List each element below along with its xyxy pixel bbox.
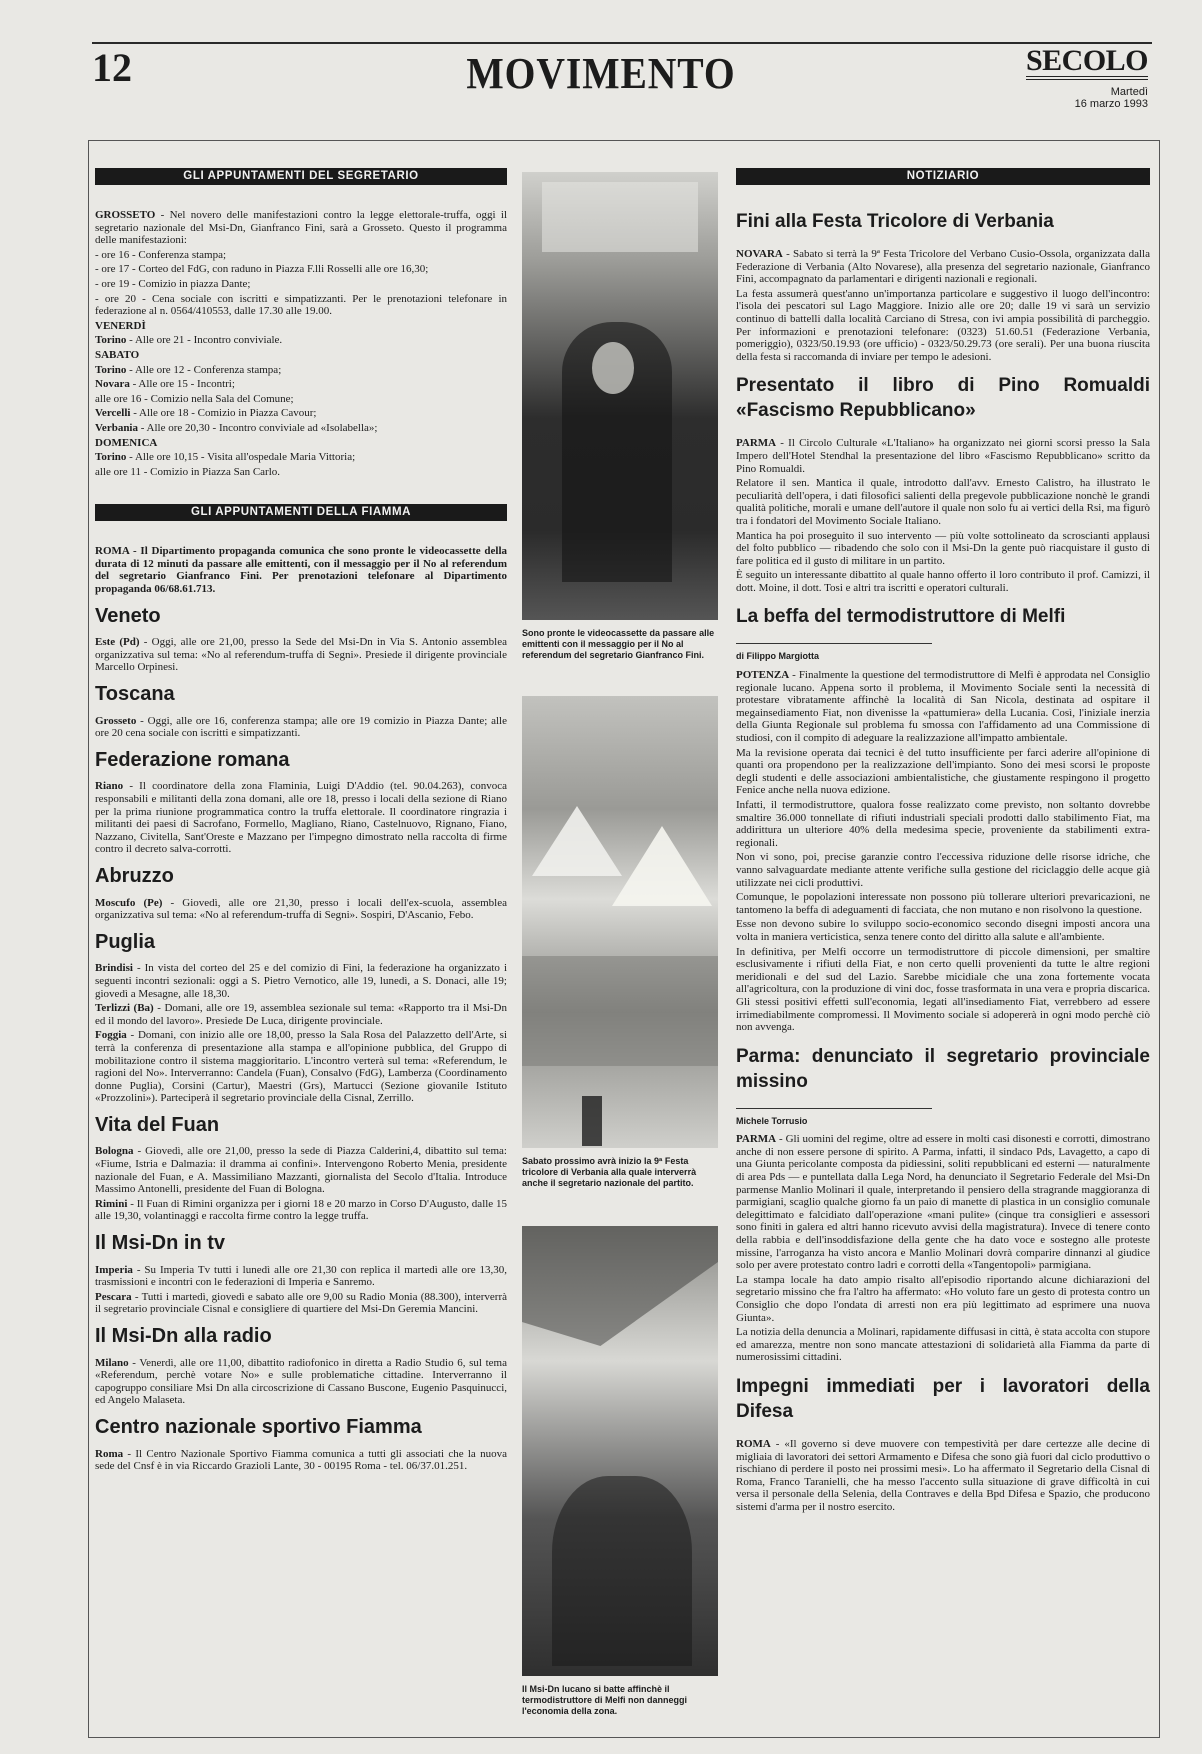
paragraph-text: - Alle ore 12 - Conferenza stampa; (126, 363, 282, 376)
paragraph (95, 1448, 507, 1473)
paragraph (95, 715, 507, 740)
paragraph-text: - Venerdì, alle ore 11,00, dibattito radiofonico in diretta a Radio Studio 6, sul tema «Referendum, perchè votare No» e sulle problematiche cittadine. Interverranno il capogruppo consiliare Msi Dn alla circoscrizione di Cassano Buscone, Eugenio Pasquinucci, ed Angelo Malaseta. (95, 1356, 507, 1407)
photo-festa (522, 696, 718, 1148)
header-rule (92, 42, 1152, 44)
paragraph (95, 278, 507, 291)
fiamma-banner: GLI APPUNTAMENTI DELLA FIAMMA (95, 504, 507, 521)
photo-caption-2: Sabato prossimo avrà inizio la 9ª Festa tricolore di Verbania alla quale interverrà anche il segretario nazionale del partito. (522, 1156, 697, 1188)
region-heading: Abruzzo (95, 864, 174, 887)
paragraph-lead: Foggia (95, 1029, 127, 1042)
paragraph-text: alle ore 11 - Comizio in Piazza San Carlo. (95, 465, 281, 478)
secretary-banner: GLI APPUNTAMENTI DEL SEGRETARIO (95, 168, 507, 185)
paragraph (736, 477, 1150, 527)
paragraph-text: Mantica ha poi proseguito il suo intervento — più volte sottolineato da scroscianti applausi del folto pubblico — ribadendo che solo con il Msi-Dn la gente può riacquistare il gusto di fare politica ed il gusto di militare in un partito. (736, 529, 1150, 567)
paragraph (736, 799, 1150, 849)
paragraph-text: alle ore 16 - Comizio nella Sala del Comune; (95, 392, 294, 405)
paragraph-text: Infatti, il termodistruttore, qualora fosse realizzato come previsto, non soltanto dovrebbe smaltire 36.000 tonnellate di rifiuti industriali speciali prodotti dallo stabilimento Fiat, ma addirittura un ulteriore 40% della medesima specie, proveniente da stabilimenti extra-regionali. (736, 799, 1150, 849)
date-full: 16 marzo 1993 (1074, 98, 1148, 110)
paragraph (95, 1198, 507, 1223)
paragraph-text: - Il Centro Nazionale Sportivo Fiamma comunica a tutti gli associati che la nuova sede del Cnsf è in via Riccardo Grazioli Lante, 30 - 00195 Roma - tel. 06/37.01.251. (95, 1447, 507, 1473)
paragraph (95, 249, 507, 262)
masthead-logo: SECOLO (1026, 46, 1148, 80)
paragraph-text: - Gli uomini del regime, oltre ad essere in molti casi disonesti e corrotti, dimostrano anche di non essere persone di spirito. A Parma, infatti, il sindaco Pds, Lavagetto, a capo di una Giunta pericolante composta da pidiessini, soliti repubblicani ed esterni — naturalmente di area Pds — e puntellata dalla Lega Nord, ha denunciato il Segretario Federale del Msi-Dn parmense Manlio Molinari il quale, interpretando il pensiero della stragrande maggioranza di parmigiani, scaglio qualche giorno fa un paio di manette di plastica in un consiglio comunale delegittimato e falcidiato dall'operazione «mani pulite» (cinque tra consiglieri e assessori sono finiti in galera ed altri hanno ricevuto avvisi della magistratura). Invece di tenere conto della rabbia e dell'insoddisfazione della gente che ha dato voce e sostegno alle proteste missine, l'arroganza ha visto ancora e Manlio Molinari dovrà comparire dinnanzi al giudice solo per avere protestato contro ladri e corrotti della «Tangentopoli» parmigiana. (736, 1133, 1150, 1272)
paragraph-text: - Domani, con inizio alle ore 18,00, presso la Sala Rosa del Palazzetto dell'Arte, si terrà la conferenza di presentazione alla stampa e all'opinione pubblica, del Gruppo di mobilitazione contro il sistema maggioritario. L'incontro verterà sul tema: «Referendum, le ragioni del No». Interverranno: Candela (Fuan), Consalvo (FdG), Lamberza (Coordinamento donne Puglia), Corsini (Cartur), Maestri (Grs), Martucci (Sezione giovanile Istituto «Prozzolini»). Parteciperà il segretario provinciale della Cisnal, Zerrillo. (95, 1029, 507, 1105)
left-column (95, 168, 507, 1475)
paragraph (95, 1002, 507, 1027)
paragraph-lead: DOMENICA (95, 436, 158, 449)
paragraph (736, 437, 1150, 475)
paragraph (736, 669, 1150, 745)
fiamma-intro: ROMA - Il Dipartimento propaganda comunica che sono pronte le videocassette della durata di 12 minuti da passare alle emittenti, con il messaggio per il No al referendum del segretario Gianfranco Fini. Per prenotazioni telefonare al Dipartimento propaganda 06/68.61.713. (95, 545, 507, 596)
paragraph-text: Comunque, le popolazioni interessate non possono più tollerare ulteriori prevaricazioni, ne tantomeno la beffa di adeguamenti di facciata, che non mutano e non risolvono la questione. (736, 891, 1150, 916)
paragraph (736, 530, 1150, 568)
paragraph (95, 209, 507, 247)
paragraph-lead: Novara (95, 378, 130, 391)
paragraph (95, 378, 507, 391)
paragraph-text: - Alle ore 20,30 - Incontro conviviale ad «Isolabella»; (138, 421, 378, 434)
paragraph (736, 747, 1150, 797)
paragraph-text: - Tutti i martedì, giovedì e sabato alle ore 9,00 su Radio Monia (88.300), interverrà il segretario provinciale Cisnal e consigliere di quartiere del Msi-Dn Geremia Mancini. (95, 1290, 507, 1316)
paragraph-text: In definitiva, per Melfi occorre un termodistruttore di piccole dimensioni, per smaltire esclusivamente i rifiuti della Fiat, e non certo quelli provenienti da tutte le altre regioni meridionali e del sud del Lazio. Sarebbe micidiale che una zona fortemente vocata all'agricoltura, con la produzione di vini doc, fosse trasformata in una vera e propria discarica. Gli stessi positivi effetti sull'economia, legati all'insediamento Fiat, verrebbero ad essere irrimediabilmente compromessi. Il Movimento sociale si adopererà in ogni modo perchè ciò non avvenga. (736, 945, 1151, 1034)
section-title: MOVIMENTO (466, 49, 736, 98)
paragraph (736, 288, 1150, 364)
paragraph-lead: Roma (95, 1447, 124, 1460)
paragraph-lead: Moscufo (Pe) (95, 896, 163, 909)
paragraph-lead: Pescara (95, 1290, 132, 1303)
paragraph-text: - Oggi, alle ore 16, conferenza stampa; alle ore 19 comizio in Piazza Dante; alle ore 20 cena sociale con iscritti e simpatizzanti. (95, 714, 507, 740)
paragraph-text: - Il Circolo Culturale «L'Italiano» ha organizzato nei giorni scorsi presso la Sala Impero dell'Hotel Stendhal la presentazione del libro «Fascismo Repubblicano» scritto da Pino Romualdi. (736, 437, 1150, 475)
region-heading: Il Msi-Dn alla radio (95, 1325, 272, 1347)
paragraph (736, 248, 1150, 286)
paragraph (95, 636, 507, 674)
paragraph-text: - Il Fuan di Rimini organizza per i giorni 18 e 20 marzo in Corso D'Augusto, dalle 15 alle 19,30, volantinaggi e raccolta firme contro la legge truffa. (95, 1197, 507, 1223)
paragraph-lead: NOVARA (736, 248, 783, 260)
paragraph-text: - Nel novero delle manifestazioni contro la legge elettorale-truffa, oggi il segretario nazionale del Msi-Dn, Gianfranco Fini, sarà a Grosseto. Questo il programma delle manifestazioni: (95, 209, 507, 247)
article-headline: Impegni immediati per i lavoratori della Difesa (736, 1375, 1150, 1422)
paragraph-text: - Su Imperia Tv tutti i lunedì alle ore 21,30 con replica il martedì alle ore 13,30, trasmissioni e incontri con le federazioni di Imperia e Sanremo. (95, 1263, 507, 1289)
paragraph-text: - ore 20 - Cena sociale con iscritti e simpatizzanti. Per le prenotazioni telefonare in federazione al n. 0564/410553, dalle 17.30 alle 19.00. (95, 292, 507, 318)
page-number: 12 (92, 45, 132, 90)
paragraph-lead: PARMA (736, 1133, 777, 1146)
paragraph-text: - Sabato si terrà la 9ª Festa Tricolore del Verbano Cusio-Ossola, organizzata dalla Federazione di Verbania (Alto Novarese), alla presenza del segretario nazionale, Gianfranco Fini, accompagnato da parlamentari e dirigenti nazionali e regionali. (736, 248, 1150, 286)
paragraph (95, 422, 507, 435)
paragraph (95, 962, 507, 1000)
paragraph-text: È seguito un interessante dibattito al quale hanno offerto il loro contributo il prof. Camizzi, il dott. Moine, il dott. Tosi e altri tra iscritti e operatori culturali. (736, 569, 1150, 594)
paragraph-text: - In vista del corteo del 25 e del comizio di Fini, la federazione ha organizzato i seguenti incontri sezionali: oggi a S. Pietro Vernotico, alle 19, lunedì, a S. Donaci, alle 19; giovedì a Mesagne, alle 18,30. (95, 962, 507, 1000)
paragraph-text: - Alle ore 10,15 - Visita all'ospedale Maria Vittoria; (126, 451, 356, 464)
region-heading: Toscana (95, 683, 175, 706)
notiziario-banner: NOTIZIARIO (736, 168, 1150, 185)
region-heading: Federazione romana (95, 748, 290, 771)
paragraph-lead: SABATO (95, 348, 140, 361)
paragraph-lead: Terlizzi (Ba) (95, 1002, 154, 1015)
photo-speaker (522, 172, 718, 620)
paragraph-text: - ore 19 - Comizio in piazza Dante; (95, 277, 251, 290)
paragraph-text: - Giovedì, alle ore 21,00, presso la sede di Piazza Calderini,4, dibattito sul tema: «Fiume, Istria e Dalmazia: il dramma ai confini». Intervengono Roberto Menia, presidente nazionale del Fuan, e A. Massimiliano Mazzanti, giornalista del Secolo d'Italia. Introduce Massimo Antonelli, presidente del Fuan di Bologna. (95, 1145, 507, 1196)
region-heading: Puglia (95, 930, 156, 953)
article-headline: Fini alla Festa Tricolore di Verbania (736, 211, 1054, 232)
paragraph-lead: Grosseto (95, 714, 137, 727)
paragraph-text: Esse non devono subire lo sviluppo socio-economico secondo disegni imposti ancora una volta in maniera verticistica, senza tenere conto del diritto alla salute e all'ambiente. (736, 918, 1150, 943)
paragraph-lead: POTENZA (736, 669, 790, 682)
paragraph-text: - ore 16 - Conferenza stampa; (95, 248, 227, 261)
paragraph-text: Ma la revisione operata dai tecnici è del tutto insufficiente per farci aderire all'opinione di quanti ora propendono per la realizzazione dell'impianto. Sono dei mesi scorsi le proposte degli studenti e delle associazioni ambientalistiche, che giustamente respingono il progetto Fenice anche nella nuova edizione. (736, 746, 1150, 797)
date-weekday: Martedì (1110, 86, 1148, 98)
paragraph-lead: GROSSETO (95, 209, 156, 221)
photo-factory (522, 1226, 718, 1676)
photo-block-3 (522, 1226, 718, 1717)
region-heading: Il Msi-Dn in tv (95, 1232, 225, 1255)
secretary-list (95, 209, 507, 478)
paragraph-lead: Torino (95, 363, 127, 376)
paragraph (95, 1145, 507, 1195)
paragraph (736, 891, 1150, 916)
paragraph (95, 407, 507, 420)
paragraph-text: - Il coordinatore della zona Flaminia, Luigi D'Addio (tel. 90.04.263), convoca responsabili e militanti della zona domani, alle ore 18, presso i locali della sezione di Riano per la prima riunione programmatica contro la truffa elettorale. Il coordinatore ringrazia i militanti dei paesi di Sacrofano, Formello, Magliano, Riano, Castelnuovo, Rignano, Fiano, Nazzano, Civitella, Sant'Oreste e Mazzano per l'impegno dimostrato nella raccolta di firme contro il decreto salva-corrotti. (95, 780, 507, 856)
paragraph (95, 437, 507, 450)
paragraph-lead: ROMA (736, 1437, 771, 1450)
photo-caption-3: Il Msi-Dn lucano si batte affinchè il termodistruttore di Melfi non danneggi l'economia della zona. (522, 1684, 687, 1716)
paragraph-text: - Oggi, alle ore 21,00, presso la Sede del Msi-Dn in Via S. Antonio assemblea organizzativa sul tema: «No al referendum-truffa di Segni». Presiede il dirigente provinciale Marcello Orpinesi. (95, 636, 508, 674)
paragraph-lead: Verbania (95, 421, 138, 434)
paragraph-text: - Domani, alle ore 19, assemblea sezionale sul tema: «Rapporto tra il Msi-Dn ed il mondo del lavoro». Presiede De Luca, dirigente provinciale. (95, 1002, 507, 1027)
paragraph (95, 451, 507, 464)
paragraph (95, 1291, 507, 1316)
region-heading: Veneto (95, 604, 161, 627)
paragraph-lead: VENERDÌ (95, 319, 146, 332)
paragraph-lead: PARMA (736, 437, 777, 450)
paragraph (736, 1133, 1150, 1272)
paragraph-lead: Vercelli (95, 407, 131, 420)
byline-rule (736, 1108, 932, 1109)
paragraph-text: - Alle ore 21 - Incontro conviviale. (126, 334, 283, 347)
paragraph (95, 780, 507, 856)
paragraph-lead: Bologna (95, 1145, 134, 1158)
paragraph-text: - «Il governo si deve muovere con tempestività per dare certezze alle decine di migliaia di lavoratori dei settori Armamento e Difesa che sono già fuori dal ciclo produttivo o rischiano di perdere il posto nei prossimi mesi». Lo ha affermato il Segretario della Cisnal di Roma, Franco Taranielli, che ha messo l'accento sulla situazione di grave difficoltà in cui versa il personale della Selenia, della Contraves e della Bpd Difesa e Spazio, che producono sistemi d'arma per il nostro esercito. (736, 1437, 1150, 1513)
paragraph (95, 466, 507, 479)
paragraph-lead: Imperia (95, 1263, 133, 1276)
paragraph-lead: Torino (95, 451, 127, 464)
paragraph (95, 897, 507, 922)
paragraph (95, 320, 507, 333)
paragraph-text: Non vi sono, poi, precise garanzie contro l'eccessiva riduzione delle risorse idriche, che vanno salvaguardate mediante attente verifiche sulla gestione del riciclaggio delle acque già utilizzate nei cicli produttivi. (736, 851, 1150, 889)
article-byline: di Filippo Margiotta (736, 651, 819, 662)
paragraph (736, 569, 1150, 594)
paragraph-lead: Milano (95, 1356, 129, 1369)
paragraph-text: - Finalmente la questione del termodistruttore di Melfi è approdata nel Consiglio regionale lucano. Appena sorto il problema, il Movimento Sociale sentì la necessità di protestare vibratamente affinchè la località di San Nicola, destinata ad ospitare il megainsediamento Fiat, non divenisse la «pattumiera» della Lucania. Così, l'iniziale inerzia della Giunta Regionale sul problema fu smossa con l'affidamento ad una Commissione di studiosi, con il compito di adeguare la realizzazione all'impatto ambientale. (736, 669, 1150, 745)
paragraph (736, 1438, 1150, 1514)
article-headline: Parma: denunciato il segretario provinciale missino (736, 1045, 1150, 1092)
paragraph-text: La stampa locale ha dato ampio risalto all'episodio riportando alcune dichiarazioni del segretario missino che fra l'altro ha affermato: «Ho voluto fare un gesto di protesta contro un Consiglio che dopo l'ondata di arresti non era più legittimato ad esprimere una nuova Giunta». (736, 1273, 1150, 1324)
paragraph-text: Relatore il sen. Mantica il quale, introdotto dall'avv. Ernesto Calistro, ha illustrato le peculiarità dell'opera, i dati filosofici salienti della pregevole pubblicazione nonchè le grandi qualità politiche, morali e umane dell'autore il quale non solo fu ai vertici della Rsi, ma figurò tra i fondatori del Movimento Sociale Italiano. (736, 477, 1150, 527)
right-column (736, 168, 1150, 1516)
paragraph (736, 918, 1150, 943)
paragraph (95, 1357, 507, 1407)
left-sections (95, 604, 508, 1473)
right-articles (736, 209, 1150, 1514)
paragraph (736, 1274, 1150, 1324)
issue-date (1075, 86, 1148, 110)
paragraph-text: - Giovedì, alle ore 21,30, presso i locali dell'ex-scuola, assemblea organizzativa sul tema: «No al referendum-truffa di Segni». Sospiri, D'Ascanio, Febo. (95, 896, 507, 922)
paragraph (95, 1029, 507, 1105)
paragraph-text: La notizia della denuncia a Molinari, rapidamente diffusasi in città, è stata accolta con stupore ed amarezza, mentre non sono mancate attestazioni di solidarietà alla Fiamma da parte di numerosissimi cittadini. (736, 1326, 1150, 1364)
paragraph-text: - Alle ore 18 - Comizio in Piazza Cavour; (130, 407, 317, 420)
paragraph-lead: Riano (95, 780, 124, 793)
photo-block-2 (522, 696, 718, 1189)
photo-caption-1: Sono pronte le videocassette da passare alle emittenti con il messaggio per il No al referendum del segretario Gianfranco Fini. (522, 628, 715, 660)
article-headline: La beffa del termodistruttore di Melfi (736, 606, 1066, 628)
paragraph (95, 334, 507, 347)
paragraph-text: - Alle ore 15 - Incontri; (129, 378, 235, 391)
paragraph-text: La festa assumerà quest'anno un'importanza particolare e suggestivo il luogo dell'incontro: l'isola dei pescatori sul Lago Maggiore. Inizio alle ore 20; dalle 19 vi sarà un servizio continuo di battelli dalla località Carciano di Stresa, con ivi ampia possibilità di parcheggio. Per informazioni e prenotazioni telefonare: (0323) 51.60.51 (Federazione Verbania, pomeriggio), 0323/50.19.93 (ore ufficio) - 0323/50.29.73 (ore serali). Per una buona riuscita della festa si raccomanda di inviare per tempo le adesioni. (736, 287, 1150, 363)
paragraph (95, 1264, 507, 1289)
paragraph (95, 393, 507, 406)
photo-block-1 (522, 172, 718, 661)
paragraph (95, 293, 507, 318)
paragraph (95, 349, 507, 362)
paragraph-lead: Brindisi (95, 962, 133, 975)
paragraph (736, 851, 1150, 889)
paragraph (95, 364, 507, 377)
paragraph (736, 946, 1150, 1034)
paragraph-lead: Rimini (95, 1197, 128, 1210)
article-headline: Presentato il libro di Pino Romualdi «Fascismo Repubblicano» (736, 375, 1150, 422)
paragraph-lead: Este (Pd) (95, 636, 140, 649)
region-heading: Centro nazionale sportivo Fiamma (95, 1415, 422, 1438)
article-byline: Michele Torrusio (736, 1115, 808, 1126)
paragraph-text: - ore 17 - Corteo del FdG, con raduno in Piazza F.lli Rosselli alle ore 16,30; (95, 263, 429, 276)
paragraph (736, 1326, 1150, 1364)
byline-rule (736, 643, 932, 644)
paragraph-lead: Torino (95, 334, 127, 347)
region-heading: Vita del Fuan (95, 1113, 220, 1136)
paragraph (95, 263, 507, 276)
